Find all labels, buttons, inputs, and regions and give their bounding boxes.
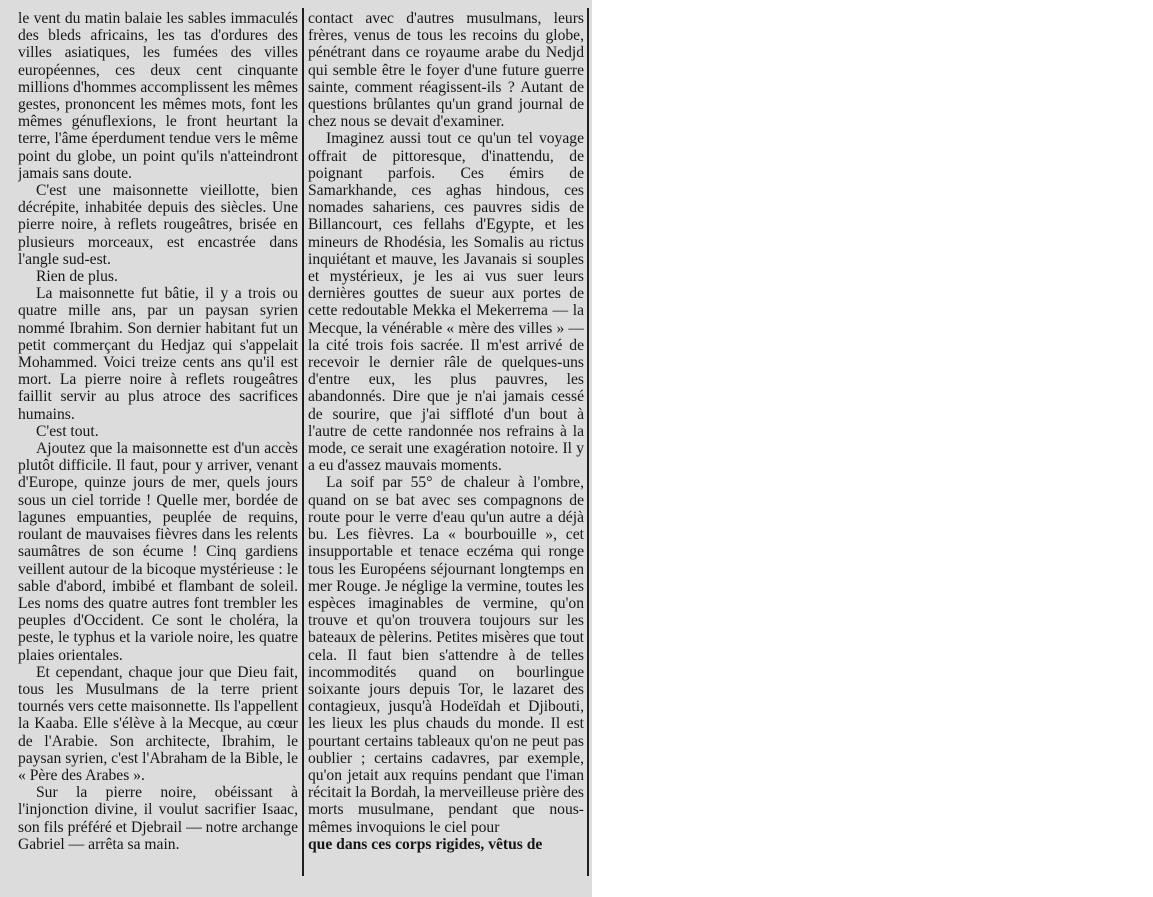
paragraph: le vent du matin balaie les sables immaculés des bleds africains, les tas d'ordures des villes asiatiques, les fumées des villes européennes, ces deux cent cinquante millions d'hommes accomplissent les mêmes gestes, prononcent les mêmes mots, font les mêmes génuflexions, le front heurtant la terre, l'âme éperdument tendue vers le même point du globe, un point qu'ils n'atteindront jamais sans doute. (18, 10, 298, 182)
paragraph: La maisonnette fut bâtie, il y a trois ou quatre mille ans, par un paysan syrien nommé Ibrahim. Son dernier habitant fut un petit commerçant du Hedjaz qui s'appelait Mohammed. Voici treize cents ans qu'il est mort. La pierre noire à reflets rougeâtres faillit servir au plus atroce des sacrifices humains. (18, 285, 298, 423)
paragraph: contact avec d'autres musulmans, leurs frères, venus de tous les recoins du globe, pénétrant dans ce royaume arabe du Nedjd qui semble être le foyer d'une future guerre sainte, comment réagissent-ils ? Autant de questions brûlantes qu'un grand journal de chez nous se devait d'examiner. (308, 10, 584, 131)
column-divider (302, 8, 304, 876)
paragraph: Sur la pierre noire, obéissant à l'injonction divine, il voulut sacrifier Isaac, son fils préféré et Djebrail — notre archange Gabriel — arrêta sa main. (18, 784, 298, 853)
paragraph: Ajoutez que la maisonnette est d'un accès plutôt difficile. Il faut, pour y arriver, venant d'Europe, quinze jours de mer, quels jours sous un ciel torride ! Quelle mer, bordée de lagunes empuanties, peuplée de requins, roulant de mauvaises fièvres dans les relents saumâtres de son écume ! Cinq gardiens veillent autour de la bicoque mystérieuse : le sable d'abord, imbibé et flambant de soleil. Les noms des quatre autres font trembler les peuples d'Occident. Ce sont le choléra, la peste, le typhus et la variole noire, les quatre plaies orientales. (18, 440, 298, 664)
paragraph: La soif par 55° de chaleur à l'ombre, quand on se bat avec ses compagnons de route pour le verre d'eau qu'un autre a déjà bu. Les fièvres. La « bourbouille », cet insupportable et tenace eczéma qui ronge tous les Européens séjournant longtemps en mer Rouge. Je néglige la vermine, toutes les espèces imaginables de vermine, qu'on trouve et qu'on trouvera toujours sur les bateaux de pèlerins. Petites misères que tout cela. Il faut bien s'attendre à de telles incommodités quand on bourlingue soixante jours depuis Tor, le lazaret des contagieux, jusqu'à Hodeïdah et Djibouti, les lieux les plus chauds du monde. Il est pourtant certains tableaux qu'on ne peut pas oublier ; certains cadavres, par exemple, qu'on jetait aux requins pendant que l'iman récitait la Bordah, la merveilleuse prière des morts musulmane, pendant que nous-mêmes invoquions le ciel pour (308, 474, 584, 836)
paragraph: C'est tout. (36, 422, 99, 440)
paragraph: C'est une maisonnette vieillotte, bien décrépite, inhabitée depuis des siècles. Une pierre noire, à reflets rougeâtres, brisée en plusieurs morceaux, est encastrée dans l'angle sud-est. (18, 182, 298, 268)
paragraph: Imaginez aussi tout ce qu'un tel voyage offrait de pittoresque, d'inattendu, de poignant parfois. Ces émirs de Samarkhande, ces aghas hindous, ces nomades sahariens, ces pauvres sidis de Billancourt, ces fellahs d'Egypte, et les mineurs de Rhodésia, les Somalis au rictus inquiétant et mauve, les Javanais si souples et mystérieux, je les ai vus suer leurs dernières gouttes de sueur aux portes de cette redoutable Mekka el Mekerrema — la Mecque, la vénérable « mère des villes » — la cité trois fois sacrée. Il m'est arrivé de recevoir le dernier râle de quelques-uns d'entre eux, les plus pauvres, les abandonnés. Dire que je n'ai jamais cessé de sourire, que j'ai siffloté d'un bout à l'autre de cette randonnée nos refrains à la mode, ce serait une exagération notoire. Il y a eu d'assez mauvais moments. (308, 130, 584, 475)
right-edge-rule (587, 8, 589, 876)
left-column (18, 10, 298, 882)
paragraph-continued: que dans ces corps rigides, vêtus de (308, 835, 543, 853)
paragraph: Rien de plus. (36, 268, 118, 286)
paragraph: Et cependant, chaque jour que Dieu fait, tous les Musulmans de la terre prient tournés vers cette maisonnette. Ils l'appellent la Kaaba. Elle s'élève à la Mecque, au cœur de l'Arabie. Son architecte, Ibrahim, le paysan syrien, c'est l'Abraham de la Bible, le « Père des Arabes ». (18, 663, 298, 784)
right-column (308, 10, 584, 882)
